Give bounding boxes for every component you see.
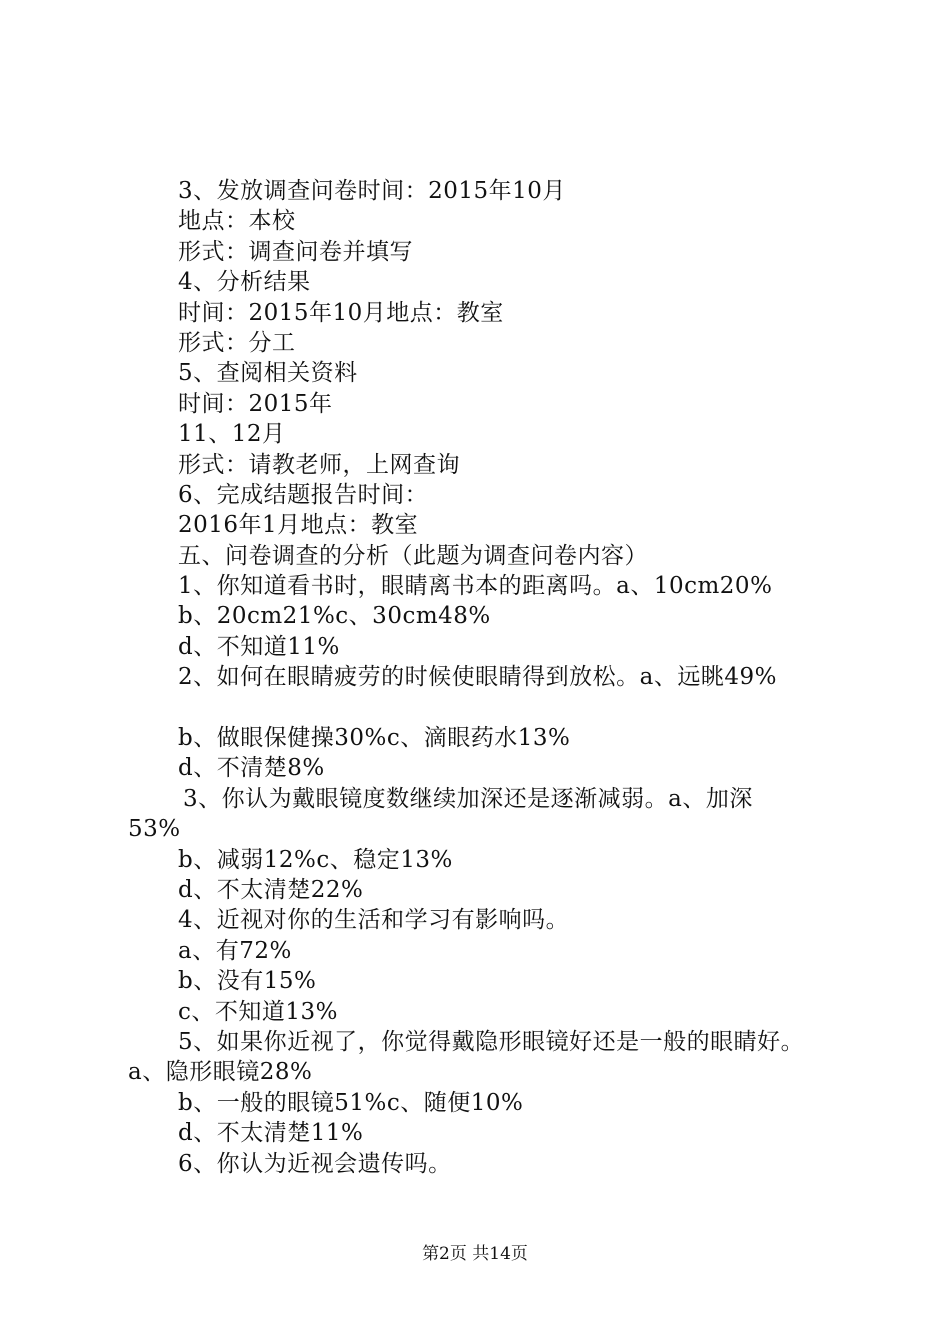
text-line: 3、你认为戴眼镜度数继续加深还是逐渐减弱。a、加深	[183, 785, 753, 812]
text-line: 3、发放调查问卷时间：2015年10月	[178, 178, 566, 204]
blank-line	[128, 693, 848, 723]
text-line: d、不清楚8%	[178, 755, 325, 782]
text-line: b、20cm21%c、30cm48%	[178, 603, 491, 630]
text-line: 2、如何在眼睛疲劳的时候使眼睛得到放松。a、远眺49%	[178, 664, 777, 691]
section-heading: 五、问卷调查的分析（此题为调查问卷内容）	[178, 542, 648, 569]
text-line: 2016年1月地点：教室	[178, 512, 419, 539]
text-line: b、没有15%	[178, 968, 317, 995]
text-line: d、不太清楚22%	[178, 876, 364, 903]
text-line: 1、你知道看书时，眼睛离书本的距离吗。a、10cm20%	[178, 573, 773, 600]
text-line: b、减弱12%c、稳定13%	[178, 846, 453, 873]
text-line: 11、12月	[178, 421, 286, 448]
text-line: 地点：本校	[178, 208, 296, 235]
document-body	[128, 176, 848, 1179]
text-line: 形式：调查问卷并填写	[178, 238, 413, 265]
text-line: 5、查阅相关资料	[178, 360, 358, 387]
text-line: 5、如果你近视了，你觉得戴隐形眼镜好还是一般的眼睛好。	[178, 1028, 805, 1055]
text-line: 时间：2015年10月地点：教室	[178, 299, 504, 326]
text-line: 6、完成结题报告时间：	[178, 481, 429, 508]
page-number-footer: 第2页 共14页	[422, 1244, 528, 1264]
text-line: 4、近视对你的生活和学习有影响吗。	[178, 907, 570, 934]
text-line: d、不知道11%	[178, 633, 340, 660]
text-line: a、有72%	[178, 937, 292, 964]
text-line: 4、分析结果	[178, 269, 311, 296]
text-line: 形式：请教老师，上网查询	[178, 451, 460, 478]
text-line: 6、你认为近视会遗传吗。	[178, 1150, 452, 1177]
text-line: a、隐形眼镜28%	[128, 1059, 313, 1086]
text-line: b、做眼保健操30%c、滴眼药水13%	[178, 725, 571, 752]
text-line: 时间：2015年	[178, 390, 333, 417]
text-line: d、不太清楚11%	[178, 1120, 364, 1147]
text-line: c、不知道13%	[178, 998, 339, 1025]
text-line: 形式：分工	[178, 329, 296, 356]
text-line: 53%	[128, 816, 181, 843]
text-line: b、一般的眼镜51%c、随便10%	[178, 1089, 524, 1116]
